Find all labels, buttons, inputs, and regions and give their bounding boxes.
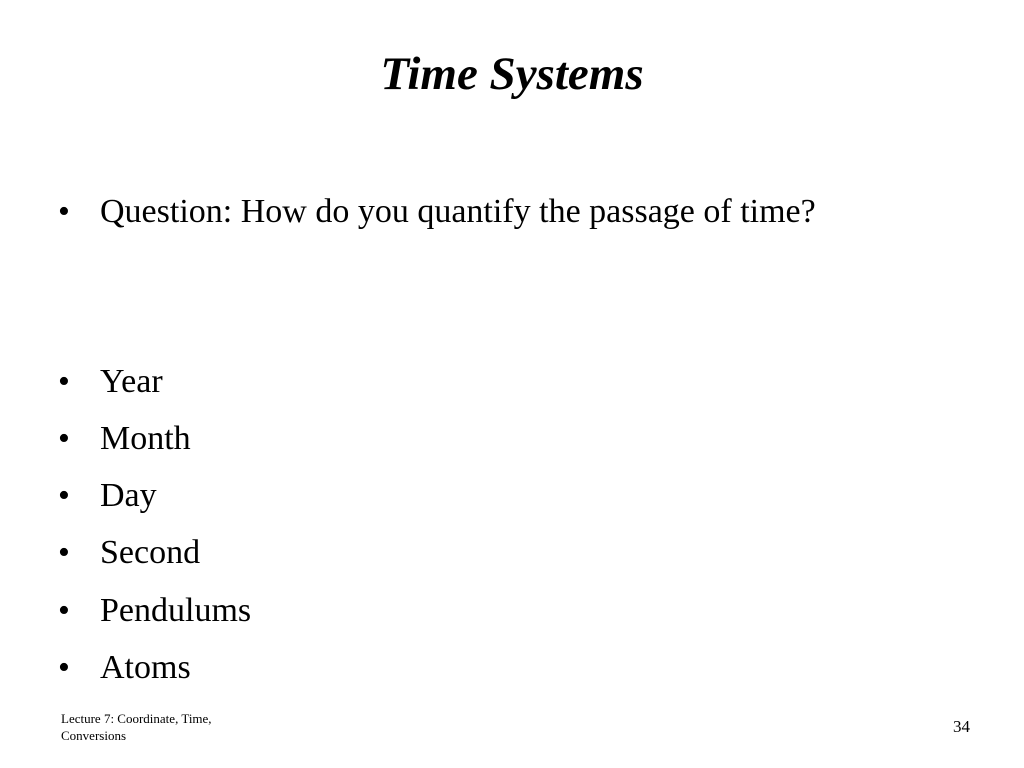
bullet-text: Year [100, 363, 163, 400]
footer-lecture-line: Lecture 7: Coordinate, Time, [61, 711, 212, 726]
bullet-item-year [58, 359, 163, 405]
bullet-glyph: • [58, 193, 70, 230]
bullet-item-atoms [58, 645, 191, 691]
bullet-glyph: • [58, 592, 70, 629]
bullet-item-pendulums [58, 588, 251, 634]
bullet-text: Atoms [100, 649, 191, 686]
page-number: 34 [953, 717, 970, 736]
bullet-text: Question: How do you quantify the passage of time? [100, 193, 816, 230]
bullet-item-second [58, 530, 200, 576]
bullet-text: Second [100, 534, 201, 571]
footer-lecture-line: Conversions [61, 728, 126, 743]
bullet-glyph: • [58, 363, 70, 400]
bullet-item-day [58, 473, 157, 519]
bullet-text: Month [100, 420, 191, 457]
bullet-item-question [58, 189, 816, 235]
bullet-item-month [58, 416, 191, 462]
bullet-glyph: • [58, 420, 70, 457]
bullet-text: Pendulums [100, 592, 252, 629]
bullet-glyph: • [58, 649, 70, 686]
bullet-glyph: • [58, 534, 70, 571]
bullet-text: Day [100, 477, 157, 514]
slide-title: Time Systems [380, 48, 644, 100]
bullet-glyph: • [58, 477, 70, 514]
footer-lecture-title [61, 710, 261, 744]
